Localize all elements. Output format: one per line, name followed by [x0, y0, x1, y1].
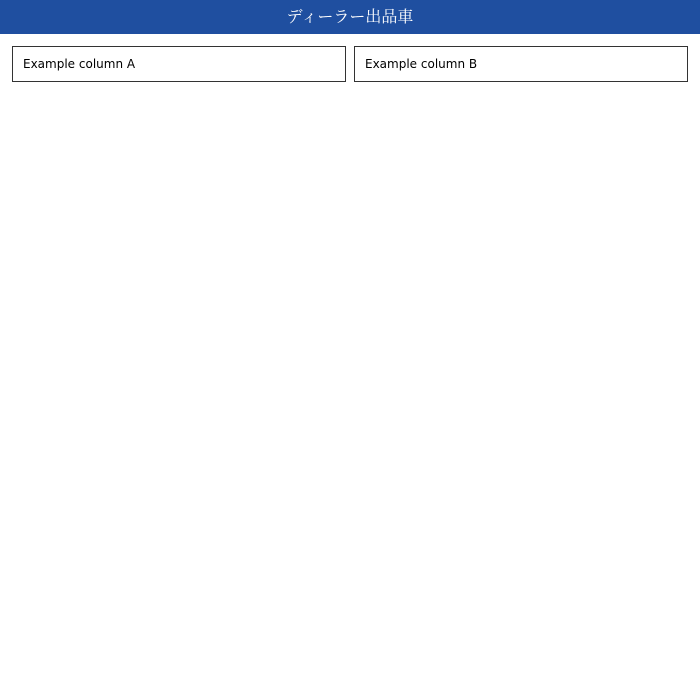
main-grid: [0, 34, 700, 94]
page-title: ディーラー出品車: [0, 0, 700, 34]
panel-left: Example column A: [12, 46, 346, 82]
panel-right: Example column B: [354, 46, 688, 82]
